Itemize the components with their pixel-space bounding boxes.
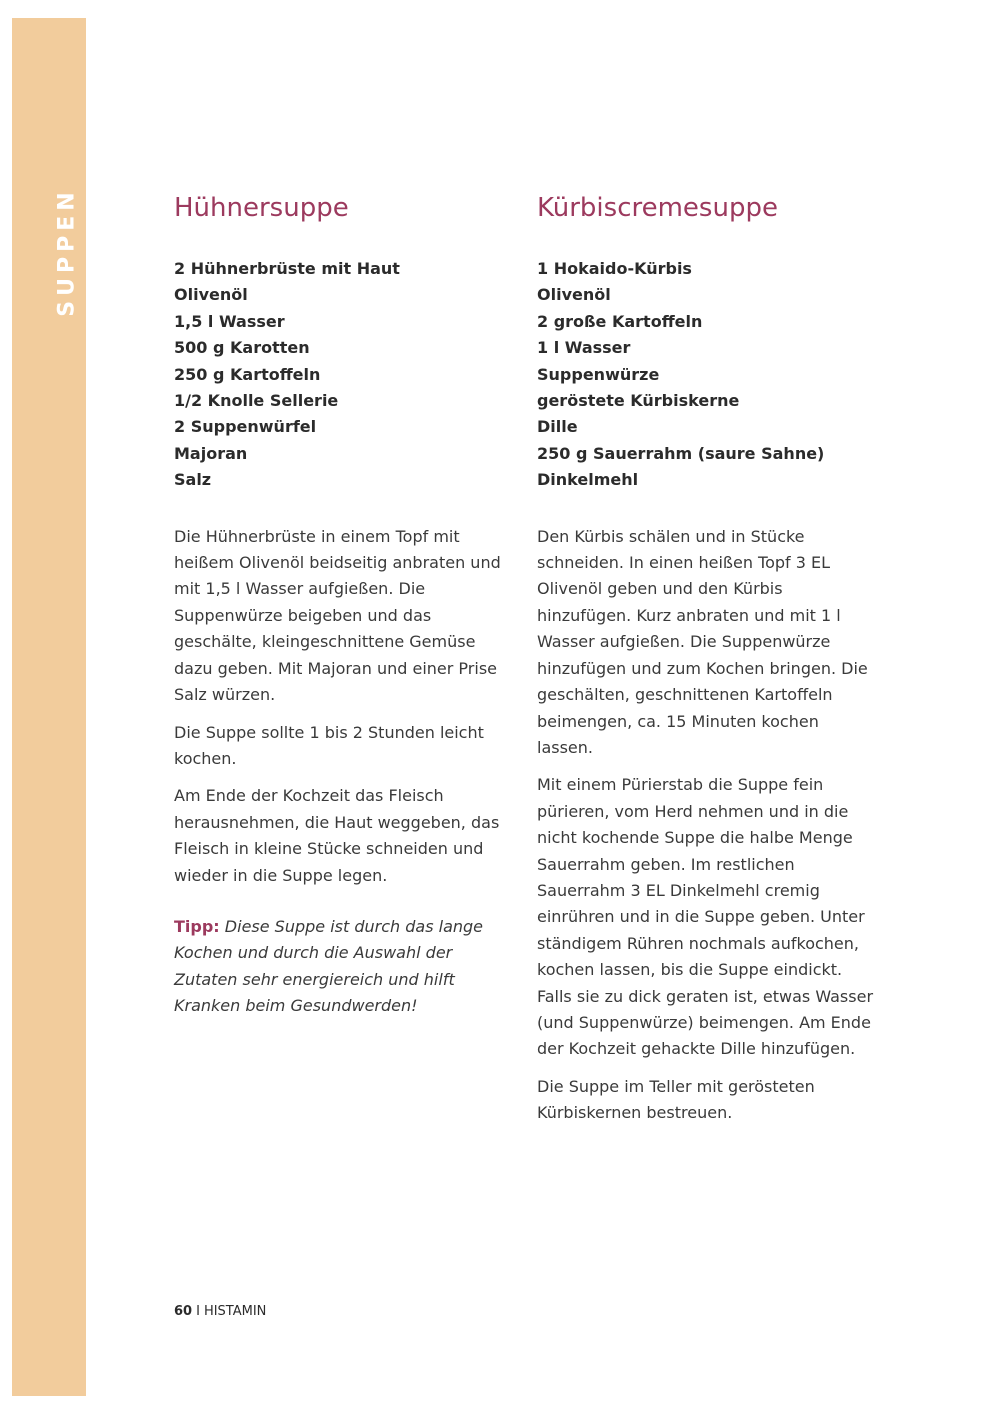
- ingredient-item: 1,5 l Wasser: [174, 311, 285, 331]
- ingredient-item: 500 g Karotten: [174, 338, 310, 358]
- method-paragraph: Die Suppe im Teller mit gerösteten Kürbiskernen bestreuen.: [537, 1076, 815, 1123]
- page-number: 60: [174, 1304, 193, 1319]
- section-label: SUPPEN: [54, 187, 80, 317]
- ingredient-item: Dille: [537, 417, 578, 437]
- ingredient-item: Salz: [174, 470, 212, 490]
- ingredient-item: 2 Suppenwürfel: [174, 417, 317, 437]
- ingredient-item: 1 Hokaido-Kürbis: [537, 259, 692, 278]
- book-title: HISTAMIN: [203, 1304, 267, 1319]
- ingredient-item: Olivenöl: [174, 285, 248, 305]
- ingredient-item: 1 l Wasser: [537, 338, 631, 358]
- method-paragraph: Die Suppe sollte 1 bis 2 Stunden leicht kochen.: [174, 722, 484, 768]
- ingredient-item: 2 große Kartoffeln: [537, 311, 703, 331]
- method-paragraph: Mit einem Pürierstab die Suppe fein pürieren, vom Herd nehmen und in die nicht kochende Suppe die halbe Menge Sauerrahm geben. Im restlichen Sauerrahm 3 EL Dinkelmehl cremig einrühren und in die Suppe geben. Unter ständigem Rühren nochmals aufkochen, kochen lassen, bis die Suppe eindickt. Falls sie zu dick geraten ist, etwas Wasser (und Suppenwürze) beimengen. Am Ende der Kochzeit gehackte Dille hinzufügen.: [537, 775, 874, 1059]
- method-text: [174, 524, 514, 1020]
- ingredient-item: Suppenwürze: [537, 364, 660, 384]
- ingredient-item: Dinkelmehl: [537, 470, 639, 490]
- ingredient-item: geröstete Kürbiskerne: [537, 391, 740, 411]
- ingredient-item: 250 g Sauerrahm (saure Sahne): [537, 443, 825, 463]
- method-paragraph: Den Kürbis schälen und in Stücke schneiden. In einen heißen Topf 3 EL Olivenöl geben und den Kürbis hinzufügen. Kurz anbraten und mit 1 l Wasser aufgießen. Die Suppenwürze hinzufügen und zum Kochen bringen. Die geschälten, geschnittenen Kartoffeln beimengen, ca. 15 Minuten kochen lassen.: [537, 526, 868, 757]
- ingredient-item: 1/2 Knolle Sellerie: [174, 391, 339, 411]
- tip-text: Diese Suppe ist durch das lange Kochen und durch die Auswahl der Zutaten sehr energiereich und hilft Kranken beim Gesundwerden!: [174, 916, 484, 1016]
- ingredient-item: 250 g Kartoffeln: [174, 364, 321, 384]
- ingredient-list: [174, 256, 514, 494]
- method-paragraph: Am Ende der Kochzeit das Fleisch herausnehmen, die Haut weggeben, das Fleisch in kleine Stücke schneiden und wieder in die Suppe legen.: [174, 786, 500, 885]
- method-text: [537, 524, 877, 1127]
- recipe-title: Kürbiscremesuppe: [537, 193, 778, 223]
- recipe-huehnersuppe: [174, 188, 514, 1031]
- ingredient-item: Majoran: [174, 443, 248, 463]
- recipe-title: Hühnersuppe: [174, 193, 349, 223]
- footer-separator: I: [196, 1304, 200, 1319]
- method-paragraph: Die Hühnerbrüste in einem Topf mit heißem Olivenöl beidseitig anbraten und mit 1,5 l Wasser aufgießen. Die Suppenwürze beigeben und das geschälte, kleingeschnittene Gemüse dazu geben. Mit Majoran und einer Prise Salz würzen.: [174, 526, 501, 705]
- ingredient-item: Olivenöl: [537, 285, 611, 305]
- page-footer: [174, 1304, 266, 1319]
- tip-paragraph: [174, 914, 514, 1020]
- ingredient-list: [537, 256, 877, 494]
- tip-label: Tipp:: [174, 916, 220, 936]
- ingredient-item: 2 Hühnerbrüste mit Haut: [174, 259, 400, 278]
- recipe-kuerbiscremesuppe: [537, 188, 877, 1138]
